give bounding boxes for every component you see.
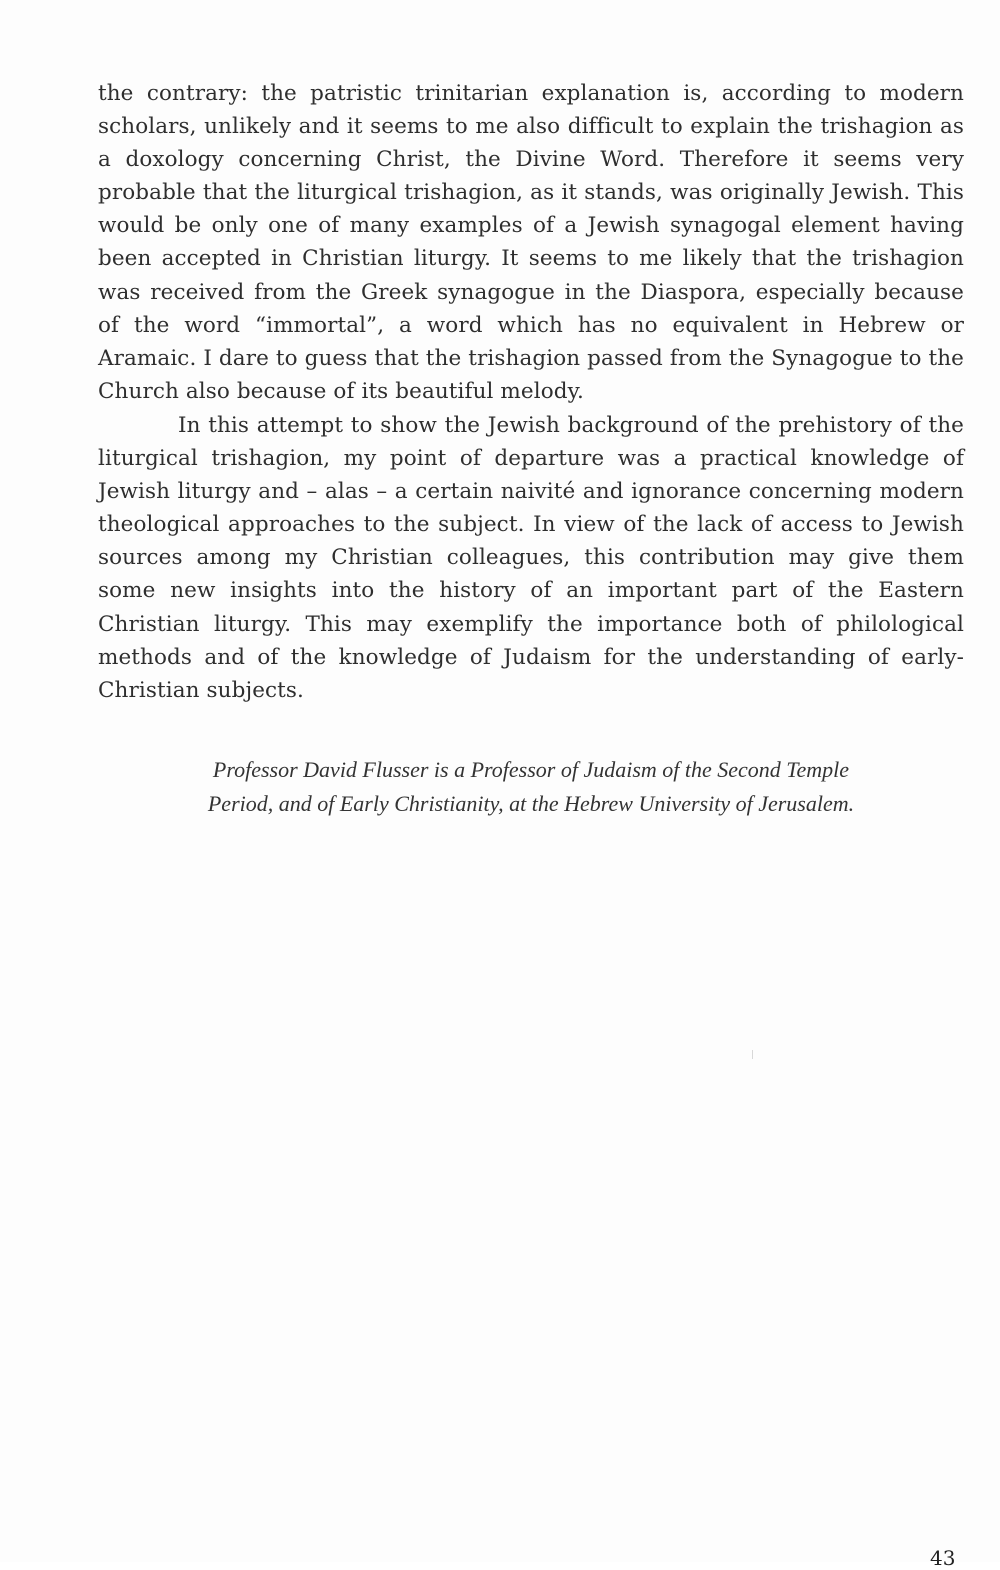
body-text [98, 77, 964, 707]
scan-speck [752, 1050, 753, 1059]
page-number: 43 [930, 1546, 956, 1570]
paragraph-2: In this attempt to show the Jewish background of the prehistory of the liturgical trishagion, my point of departure was a practical knowledge of Jewish liturgy and – alas – a certain naivité and ignorance concerning modern theological approaches to the subject. In view of the lack of access to Jewish sources among my Christian colleagues, this contribution may give them some new insights into the history of an important part of the Eastern Christian liturgy. This may exemplify the importance both of philological methods and of the knowledge of Judaism for the understanding of early-Christian subjects. [98, 412, 964, 703]
author-note-line-1: Professor David Flusser is a Professor of Judaism of the Second Temple [212, 757, 850, 782]
paragraph-1: the contrary: the patristic trinitarian explanation is, according to modern scholars, unlikely and it seems to me also difficult to explain the trishagion as a doxology concerning Christ, the Divine Word. Therefore it seems very probable that the liturgical trishagion, as it stands, was originally Jewish. This would be only one of many examples of a Jewish synagogal element having been accepted in Christian liturgy. It seems to me likely that the trishagion was received from the Greek synagogue in the Diaspora, especially because of the word “immortal”, a word which has no equivalent in Hebrew or Aramaic. I dare to guess that the trishagion passed from the Synagogue to the Church also because of its beautiful melody. [98, 81, 964, 404]
author-note-line-2: Period, and of Early Christianity, at the Hebrew University of Jerusalem. [207, 791, 855, 816]
author-note [98, 753, 964, 821]
